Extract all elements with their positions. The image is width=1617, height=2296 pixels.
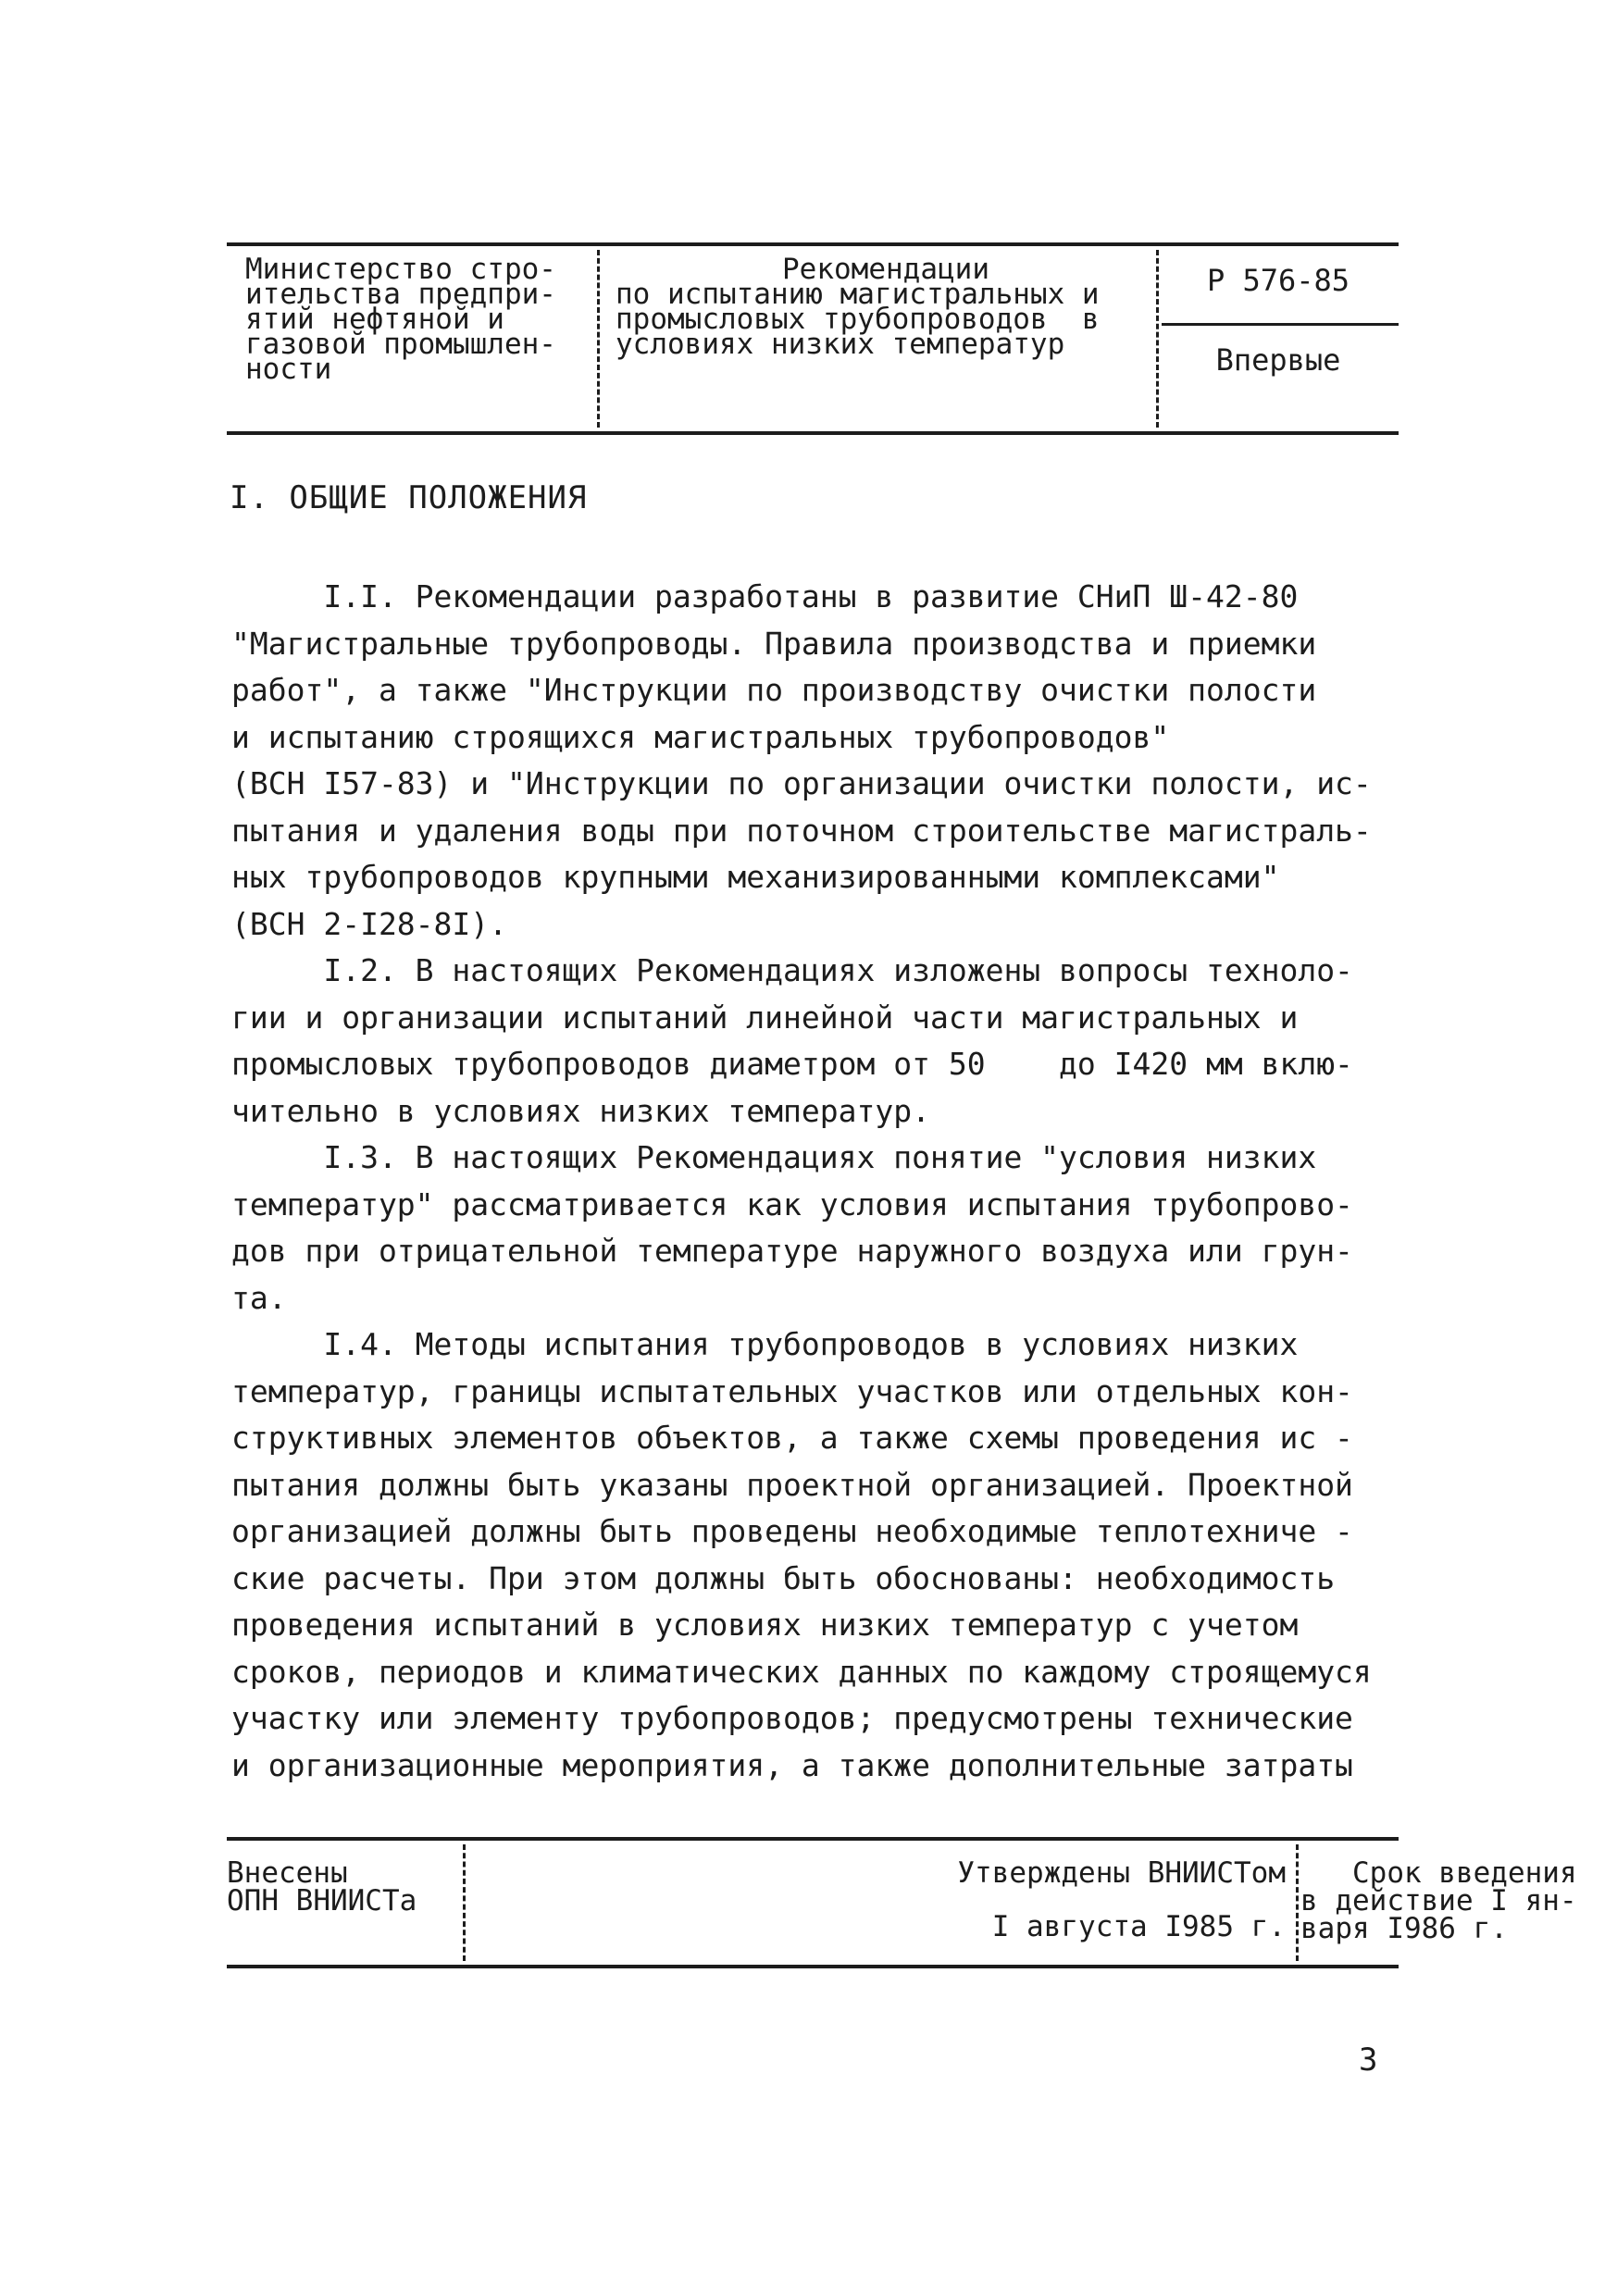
body-line: I.4. Методы испытания трубопроводов в условиях низких xyxy=(231,1326,1299,1362)
body-line: работ", а также "Инструкции по производству очистки полости xyxy=(231,672,1317,708)
body-line: та. xyxy=(231,1279,287,1316)
body-line: I.2. В настоящих Рекомендациях изложены вопросы техноло- xyxy=(231,952,1353,988)
effective-line: Срок введения xyxy=(1300,1856,1577,1890)
ministry-cell xyxy=(245,246,606,431)
approved-date: I августа I985 г. xyxy=(991,1910,1286,1943)
body-line: температур" рассматривается как условия испытания трубопрово- xyxy=(231,1185,1353,1222)
approved-by: Утверждены ВНИИСТом xyxy=(957,1856,1286,1890)
title-line: промысловых трубопроводов в xyxy=(616,303,1100,336)
ministry-line: ительства предпри- xyxy=(245,278,556,311)
cell-divider xyxy=(1162,323,1399,326)
title-line: по испытанию магистральных и xyxy=(616,278,1100,311)
section-title: I. ОБЩИЕ ПОЛОЖЕНИЯ xyxy=(230,479,588,516)
document-code: Р 576-85 xyxy=(1206,263,1350,298)
document-footer-table xyxy=(227,1837,1577,1968)
body-line: I.I. Рекомендации разработаны в развитие СНиП Ш-42-80 xyxy=(231,578,1299,614)
submitted-line: Внесены xyxy=(227,1856,348,1890)
effective-line: в действие I ян- xyxy=(1300,1884,1577,1917)
title-line: условиях низких температур xyxy=(616,328,1065,361)
body-line: "Магистральные трубопроводы. Правила производства и приемки xyxy=(231,625,1317,662)
page-number: 3 xyxy=(1359,2042,1378,2079)
code-cell xyxy=(1158,246,1399,431)
ministry-line: ности xyxy=(245,353,332,386)
body-line: и организационные мероприятия, а также дополнительные затраты xyxy=(231,1746,1353,1783)
title-line: Рекомендации xyxy=(782,253,989,286)
body-line: пытания и удаления воды при поточном строительстве магистраль- xyxy=(231,812,1372,849)
body-line: ных трубопроводов крупными механизированными комплексами" xyxy=(231,859,1280,895)
body-line: ские расчеты. При этом должны быть обоснованы: необходимость xyxy=(231,1559,1336,1596)
submitted-line: ОПН ВНИИСТа xyxy=(227,1884,417,1917)
effective-line: варя I986 г. xyxy=(1300,1912,1508,1945)
body-text xyxy=(231,574,1407,1789)
ministry-line: Министерство стро- xyxy=(245,253,556,286)
body-line: организацией должны быть проведены необходимые теплотехниче - xyxy=(231,1513,1353,1549)
column-divider xyxy=(597,250,600,428)
column-divider xyxy=(1296,1844,1299,1961)
body-line: чительно в условиях низких температур. xyxy=(231,1092,930,1129)
ministry-line: ятий нефтяной и xyxy=(245,303,504,336)
body-line: и испытанию строящихся магистральных трубопроводов" xyxy=(231,718,1170,755)
title-cell xyxy=(616,246,1156,431)
body-line: (ВСН 2-I28-8I). xyxy=(231,905,508,942)
document-status: Впервые xyxy=(1215,342,1341,378)
body-line: участку или элементу трубопроводов; предусмотрены технические xyxy=(231,1700,1353,1736)
ministry-line: газовой промышлен- xyxy=(245,328,556,361)
body-line: дов при отрицательной температуре наружного воздуха или грун- xyxy=(231,1233,1353,1269)
body-line: (ВСН I57-83) и "Инструкции по организации очистки полости, ис- xyxy=(231,765,1372,801)
document-header-table xyxy=(227,242,1399,435)
column-divider xyxy=(463,1844,466,1961)
body-line: пытания должны быть указаны проектной организацией. Проектной xyxy=(231,1466,1353,1503)
body-line: проведения испытаний в условиях низких температур с учетом xyxy=(231,1607,1299,1643)
body-line: I.3. В настоящих Рекомендациях понятие "условия низких xyxy=(231,1139,1317,1175)
body-line: гии и организации испытаний линейной части магистральных и xyxy=(231,999,1299,1036)
body-line: промысловых трубопроводов диаметром от 50 до I420 мм вклю- xyxy=(231,1046,1353,1082)
body-line: температур, границы испытательных участков или отдельных кон- xyxy=(231,1372,1353,1409)
body-line: структивных элементов объектов, а также схемы проведения ис - xyxy=(231,1420,1353,1456)
approved-cell xyxy=(469,1841,1293,1965)
body-line: сроков, периодов и климатических данных по каждому строящемуся xyxy=(231,1653,1372,1690)
submitted-cell xyxy=(227,1841,458,1965)
effective-date-cell xyxy=(1300,1841,1606,1965)
